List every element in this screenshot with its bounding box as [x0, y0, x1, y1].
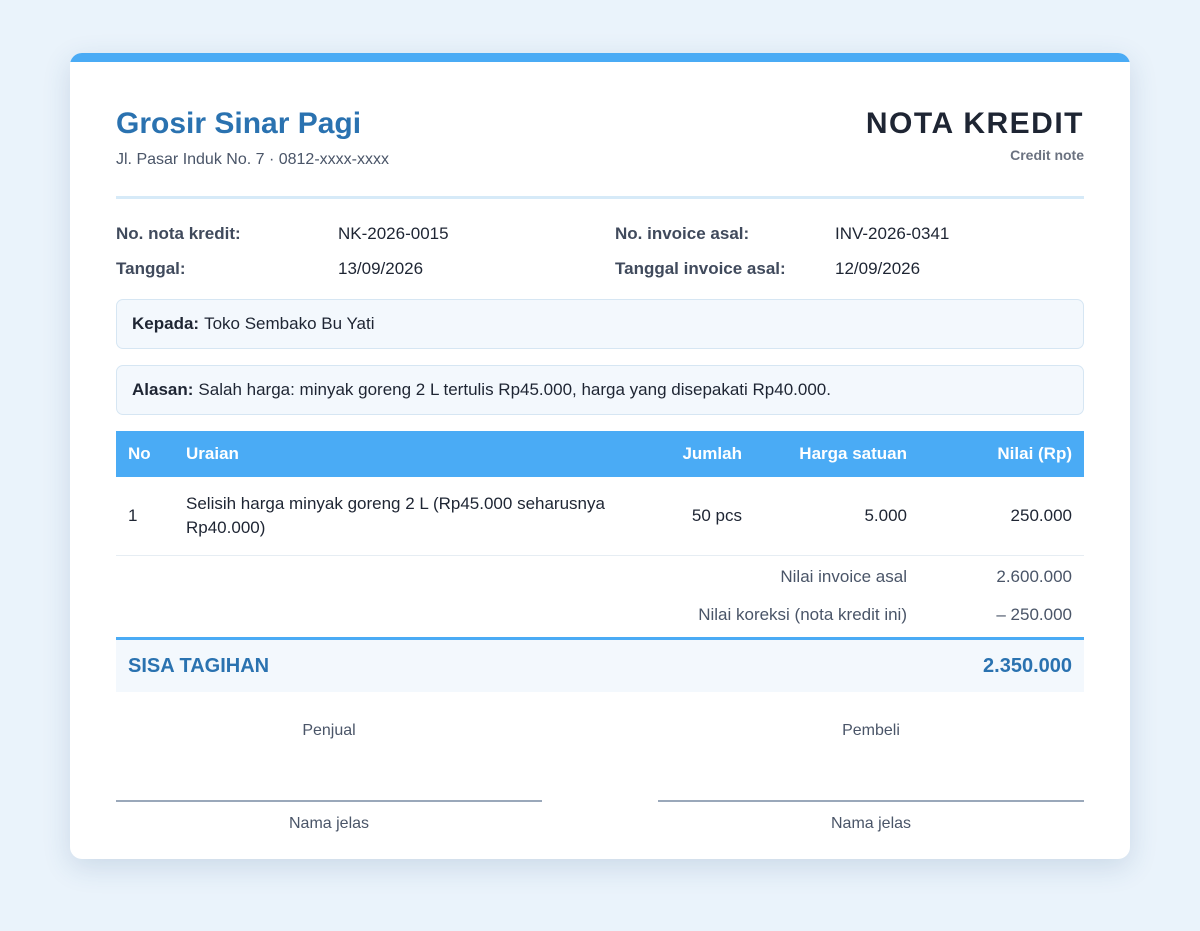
buyer-name-caption: Nama jelas — [830, 815, 912, 832]
document-title-block — [866, 105, 1084, 196]
credit-note-card — [70, 53, 1130, 859]
correction-value: – 250.000 — [996, 605, 1072, 624]
row-unit-price: 5.000 — [864, 505, 907, 525]
column-header-amount: Nilai (Rp) — [997, 444, 1072, 463]
document-header — [116, 62, 1084, 199]
correction-row — [116, 595, 1084, 635]
recipient-box — [116, 299, 1084, 349]
column-header-unit-price: Harga satuan — [799, 444, 907, 463]
row-number: 1 — [128, 505, 138, 525]
original-invoice-value: 2.600.000 — [996, 567, 1072, 587]
buyer-signature — [658, 722, 1084, 833]
document-title: NOTA KREDIT — [865, 107, 1084, 140]
original-invoice-label: Nilai invoice asal — [780, 567, 907, 587]
row-amount: 250.000 — [1010, 505, 1072, 525]
seller-label: Penjual — [302, 722, 356, 739]
recipient-label: Kepada: — [132, 314, 200, 333]
original-invoice-row — [116, 555, 1084, 595]
company-address: Jl. Pasar Induk No. 7 · 0812-xxxx-xxxx — [116, 151, 389, 168]
note-number-label: No. nota kredit: — [116, 223, 241, 243]
company-block — [116, 105, 389, 196]
table-row — [116, 477, 1084, 555]
column-header-description: Uraian — [186, 444, 239, 463]
meta-row — [116, 216, 1084, 251]
date-value: 13/09/2026 — [338, 258, 424, 278]
reason-value: Salah harga: minyak goreng 2 L tertulis Rp45.000, harga yang disepakati Rp40.000. — [198, 380, 831, 399]
row-description: Selisih harga minyak goreng 2 L (Rp45.000 seharusnya Rp40.000) — [186, 493, 605, 537]
meta-row — [116, 251, 1084, 286]
remaining-balance-label: SISA TAGIHAN — [128, 654, 270, 677]
column-header-quantity: Jumlah — [682, 444, 742, 463]
invoice-number-value: INV-2026-0341 — [835, 223, 950, 243]
company-name: Grosir Sinar Pagi — [116, 107, 362, 140]
column-header-no: No — [128, 444, 151, 463]
signature-line — [116, 800, 542, 802]
signature-line — [658, 800, 1084, 802]
seller-name-caption: Nama jelas — [288, 815, 370, 832]
document-subtitle: Credit note — [1010, 147, 1084, 163]
date-label: Tanggal: — [116, 258, 186, 278]
meta-section — [116, 199, 1084, 286]
items-table — [116, 431, 1084, 635]
note-number-value: NK-2026-0015 — [338, 223, 449, 243]
invoice-number-label: No. invoice asal: — [615, 223, 750, 243]
recipient-value: Toko Sembako Bu Yati — [204, 314, 375, 333]
correction-label: Nilai koreksi (nota kredit ini) — [698, 605, 907, 624]
invoice-date-value: 12/09/2026 — [835, 258, 921, 278]
table-header-row — [116, 431, 1084, 477]
row-quantity: 50 pcs — [691, 505, 742, 525]
signature-section — [116, 722, 1084, 833]
reason-label: Alasan: — [132, 380, 194, 399]
seller-signature — [116, 722, 542, 833]
invoice-date-label: Tanggal invoice asal: — [615, 258, 786, 278]
remaining-balance-value: 2.350.000 — [983, 654, 1072, 677]
remaining-balance-row — [116, 637, 1084, 692]
accent-bar — [70, 53, 1130, 62]
reason-box — [116, 365, 1084, 415]
buyer-label: Pembeli — [842, 722, 900, 739]
